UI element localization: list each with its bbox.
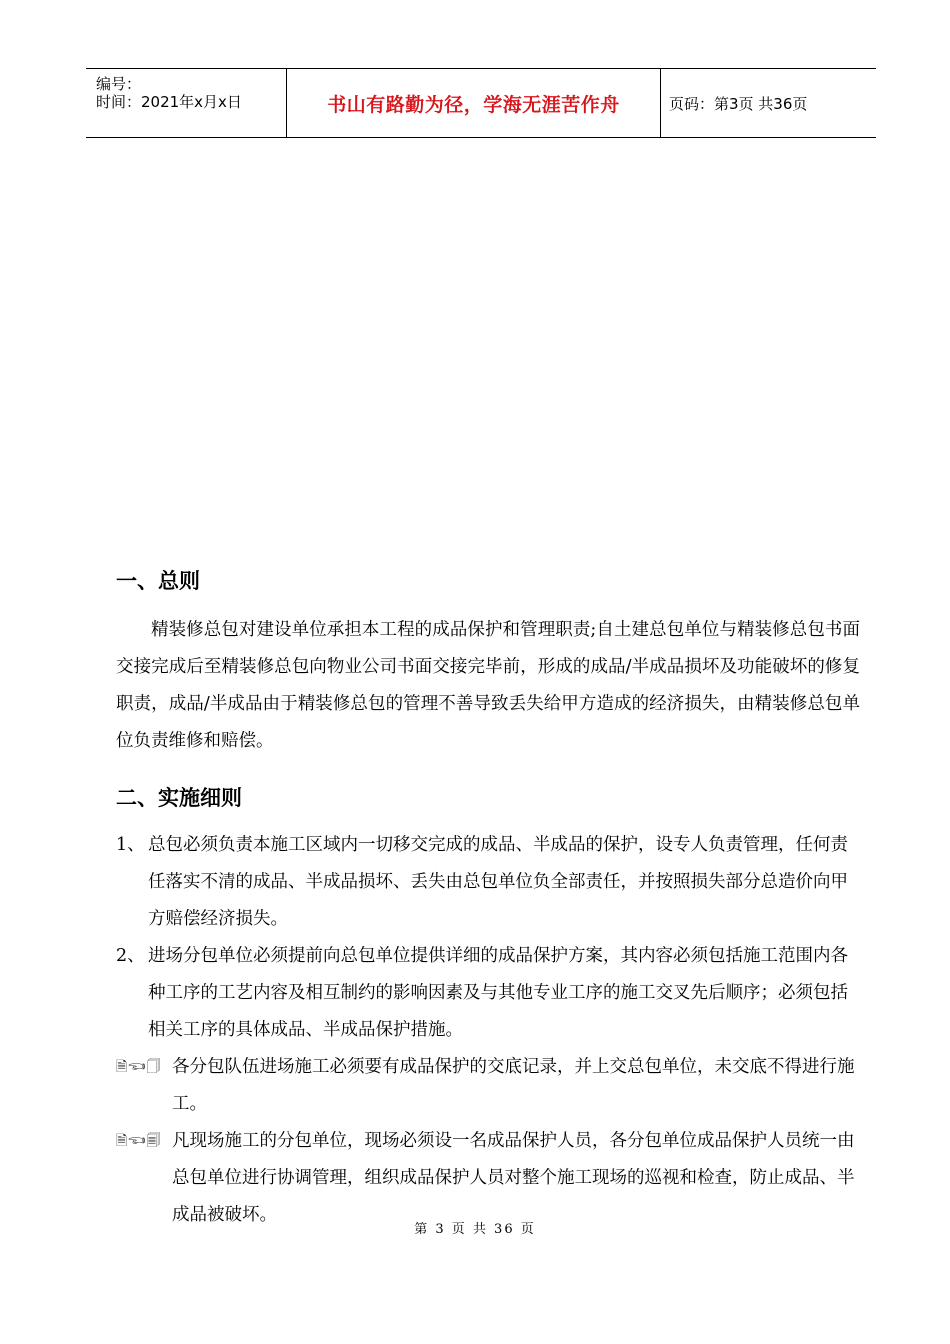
- page-label: 页码：第3页 共36页: [669, 94, 808, 113]
- header-page-cell: [661, 69, 876, 137]
- list-item: [116, 938, 860, 1049]
- page-footer: 第 3 页 共 36 页: [414, 1222, 536, 1237]
- list-item-text: 各分包队伍进场施工必须要有成品保护的交底记录，并上交总包单位，未交底不得进行施工。: [172, 1057, 855, 1114]
- list-item-number: 2、: [116, 946, 145, 966]
- section1-paragraph: 精装修总包对建设单位承担本工程的成品保护和管理职责;自土建总包单位与精装修总包书面交接完成后至精装修总包向物业公司书面交接完毕前，形成的成品/半成品损坏及功能破坏的修复职责，成品/半成品由于精装修总包的管理不善导致丢失给甲方造成的经济损失，由精装修总包单位负责维修和赔偿。: [116, 620, 860, 751]
- section1-heading: 一、总则: [116, 569, 200, 593]
- number-label: 编号：: [96, 75, 142, 93]
- list-item-text: 凡现场施工的分包单位，现场必须设一名成品保护人员，各分包单位成品保护人员统一由总包单位进行协调管理，组织成品保护人员对整个施工现场的巡视和检查，防止成品、半成品被破坏。: [172, 1131, 855, 1225]
- motto-text: 书山有路勤为径，学海无涯苦作舟: [327, 93, 620, 116]
- list-item-text: 进场分包单位必须提前向总包单位提供详细的成品保护方案，其内容必须包括施工范围内各种工序的工艺内容及相互制约的影响因素及与其他专业工序的施工交叉先后顺序；必须包括相关工序的具体成品、半成品保护措施。: [148, 946, 848, 1040]
- list-item-number: 1、: [116, 835, 145, 855]
- header-motto-cell: [287, 69, 661, 137]
- section2-heading: 二、实施细则: [116, 786, 242, 810]
- list-item-text: 总包必须负责本施工区域内一切移交完成的成品、半成品的保护，设专人负责管理，任何责任落实不清的成品、半成品损坏、丢失由总包单位负全部责任，并按照损失部分总造价向甲方赔偿经济损失。: [148, 835, 848, 929]
- header-left-cell: [86, 69, 287, 137]
- list-item-marker-icon: 🗎🖘🗐: [116, 1133, 162, 1149]
- list-item-marker-icon: 🗎🖘🗍: [116, 1059, 162, 1075]
- header-table: [86, 68, 876, 138]
- list-item: [116, 827, 860, 938]
- time-label: 时间：2021年x月x日: [96, 93, 242, 111]
- list-item: [116, 1049, 860, 1123]
